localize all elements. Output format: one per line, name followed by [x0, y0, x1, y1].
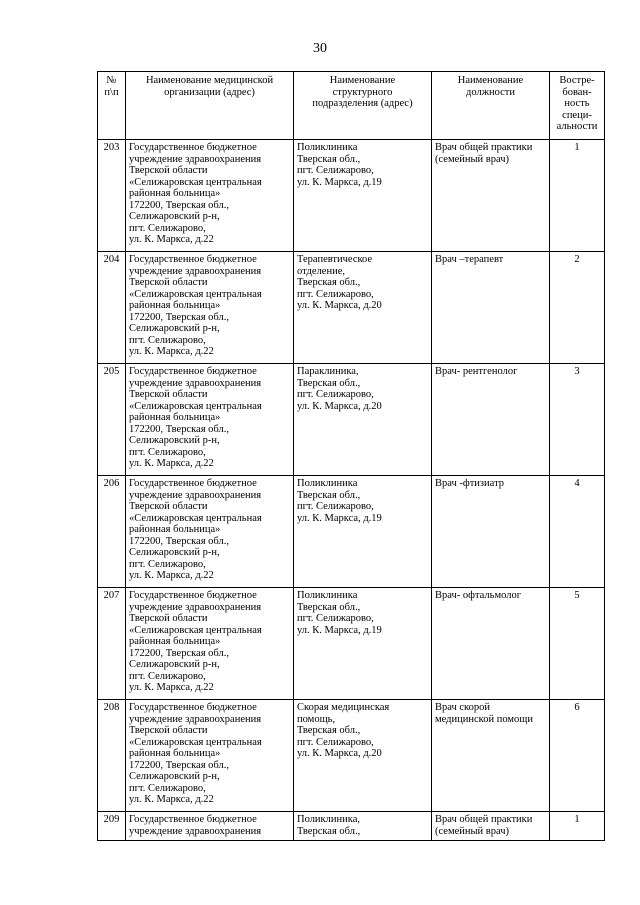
cell-org	[126, 140, 294, 252]
cell-line: ул. К. Маркса, д.22	[129, 794, 214, 805]
cell-line: учреждение здравоохранения	[129, 601, 262, 613]
cell-line: Терапевтическое	[297, 254, 373, 265]
cell-dept	[294, 140, 432, 252]
column-header-line: альности	[556, 121, 598, 132]
column-header-line: подразделения (адрес)	[312, 98, 413, 109]
cell-dept	[294, 476, 432, 588]
cell-line: Врач -фтизиатр	[435, 478, 505, 489]
cell-line: пгт. Селижарово,	[129, 558, 206, 570]
cell-line: Врач скорой	[435, 702, 490, 713]
cell-line: Тверская обл.,	[297, 825, 361, 837]
cell-line: Врач- рентгенолог	[435, 366, 518, 377]
cell-line: пгт. Селижарово,	[129, 670, 206, 682]
cell-line: Поликлиника	[297, 478, 358, 489]
cell-line: Селижаровский р-н,	[129, 211, 220, 222]
cell-line: Селижаровский р-н,	[129, 547, 220, 558]
column-header-line: структурного	[332, 86, 393, 98]
header-row	[98, 72, 605, 140]
cell-org	[126, 252, 294, 364]
cell-org	[126, 364, 294, 476]
cell-line: Тверская обл.,	[297, 277, 361, 288]
cell-num: 209	[98, 812, 126, 841]
cell-line: 172200, Тверская обл.,	[129, 199, 229, 211]
table-row	[98, 140, 605, 252]
cell-line: Тверская обл.,	[297, 601, 361, 613]
column-header-pos	[432, 72, 550, 140]
cell-line: Врач общей практики	[435, 814, 533, 825]
cell-line: пгт. Селижарово,	[297, 389, 374, 400]
cell-line: ул. К. Маркса, д.22	[129, 682, 214, 693]
cell-org	[126, 700, 294, 812]
cell-num: 203	[98, 140, 126, 252]
cell-line: Селижаровский р-н,	[129, 771, 220, 782]
column-header-line: специ-	[562, 109, 592, 121]
cell-line: «Селижаровская центральная	[129, 400, 262, 412]
cell-line: пгт. Селижарово,	[129, 446, 206, 458]
cell-line: ул. К. Маркса, д.20	[297, 400, 382, 412]
cell-line: Скорая медицинская	[297, 702, 390, 713]
page-number: 30	[313, 41, 327, 56]
cell-line: ул. К. Маркса, д.22	[129, 458, 214, 469]
column-header-line: Наименование	[329, 75, 396, 86]
cell-cnt: 5	[550, 588, 605, 700]
cell-line: районная больница»	[129, 300, 221, 311]
cell-line: 172200, Тверская обл.,	[129, 647, 229, 659]
cell-pos	[432, 588, 550, 700]
cell-pos	[432, 700, 550, 812]
column-header-line: п\п	[104, 86, 119, 98]
cell-org	[126, 812, 294, 841]
cell-pos	[432, 812, 550, 841]
cell-line: пгт. Селижарово,	[297, 165, 374, 176]
cell-cnt: 1	[550, 140, 605, 252]
column-header-line: Наименование медицинской	[145, 75, 274, 86]
cell-line: районная больница»	[129, 188, 221, 199]
table-row	[98, 588, 605, 700]
cell-line: пгт. Селижарово,	[297, 613, 374, 624]
cell-line: (семейный врач)	[435, 153, 510, 165]
cell-line: Врач- офтальмолог	[435, 590, 521, 601]
column-header-line: должности	[466, 86, 515, 98]
column-header-line: Востре-	[559, 75, 595, 86]
cell-line: Поликлиника	[297, 142, 358, 153]
cell-line: 172200, Тверская обл.,	[129, 311, 229, 323]
cell-line: пгт. Селижарово,	[297, 288, 374, 300]
cell-line: Государственное бюджетное	[129, 366, 257, 377]
cell-line: пгт. Селижарово,	[129, 222, 206, 234]
cell-line: учреждение здравоохранения	[129, 489, 262, 501]
cell-line: «Селижаровская центральная	[129, 512, 262, 524]
cell-line: Тверская обл.,	[297, 377, 361, 389]
cell-line: «Селижаровская центральная	[129, 288, 262, 300]
cell-line: Государственное бюджетное	[129, 814, 257, 825]
column-header-line: Наименование	[457, 75, 524, 86]
cell-line: (семейный врач)	[435, 825, 510, 837]
staffing-table	[97, 71, 605, 841]
cell-line: Государственное бюджетное	[129, 142, 257, 153]
cell-line: Тверская обл.,	[297, 725, 361, 736]
cell-line: учреждение здравоохранения	[129, 265, 262, 277]
cell-org	[126, 588, 294, 700]
cell-pos	[432, 364, 550, 476]
cell-line: Селижаровский р-н,	[129, 323, 220, 334]
table-row	[98, 476, 605, 588]
cell-line: пгт. Селижарово,	[129, 334, 206, 346]
cell-line: ул. К. Маркса, д.19	[297, 176, 382, 188]
cell-line: 172200, Тверская обл.,	[129, 535, 229, 547]
cell-line: Тверской области	[129, 389, 208, 400]
cell-dept	[294, 812, 432, 841]
column-header-line: бован-	[562, 86, 592, 98]
cell-line: ул. К. Маркса, д.22	[129, 346, 214, 357]
cell-cnt: 4	[550, 476, 605, 588]
cell-cnt: 3	[550, 364, 605, 476]
cell-num: 208	[98, 700, 126, 812]
cell-line: «Селижаровская центральная	[129, 624, 262, 636]
cell-line: Тверская обл.,	[297, 489, 361, 501]
cell-num: 205	[98, 364, 126, 476]
cell-line: Тверской области	[129, 725, 208, 736]
cell-line: районная больница»	[129, 636, 221, 647]
table-body	[98, 140, 605, 841]
column-header-line: ность	[564, 98, 590, 109]
cell-num: 206	[98, 476, 126, 588]
cell-dept	[294, 364, 432, 476]
cell-line: отделение,	[297, 265, 345, 277]
cell-line: Тверской области	[129, 165, 208, 176]
cell-line: ул. К. Маркса, д.19	[297, 624, 382, 636]
cell-line: ул. К. Маркса, д.20	[297, 748, 382, 759]
table-row	[98, 252, 605, 364]
cell-org	[126, 476, 294, 588]
cell-line: Тверской области	[129, 613, 208, 624]
cell-line: 172200, Тверская обл.,	[129, 423, 229, 435]
cell-line: районная больница»	[129, 524, 221, 535]
cell-line: Тверская обл.,	[297, 153, 361, 165]
cell-line: ул. К. Маркса, д.20	[297, 300, 382, 311]
cell-line: помощь,	[297, 713, 336, 725]
cell-line: Поликлиника,	[297, 814, 360, 825]
cell-line: Параклиника,	[297, 366, 359, 377]
cell-pos	[432, 140, 550, 252]
cell-line: медицинской помощи	[435, 713, 533, 725]
cell-cnt: 2	[550, 252, 605, 364]
cell-line: Тверской области	[129, 277, 208, 288]
cell-line: пгт. Селижарово,	[297, 501, 374, 512]
cell-line: Поликлиника	[297, 590, 358, 601]
cell-line: Государственное бюджетное	[129, 590, 257, 601]
cell-cnt: 6	[550, 700, 605, 812]
cell-line: «Селижаровская центральная	[129, 736, 262, 748]
cell-line: Врач –терапевт	[435, 254, 504, 265]
cell-line: Тверской области	[129, 501, 208, 512]
cell-line: «Селижаровская центральная	[129, 176, 262, 188]
table-row	[98, 364, 605, 476]
column-header-cnt	[550, 72, 605, 140]
cell-line: ул. К. Маркса, д.19	[297, 512, 382, 524]
column-header-dept	[294, 72, 432, 140]
cell-line: учреждение здравоохранения	[129, 825, 262, 837]
cell-line: пгт. Селижарово,	[129, 782, 206, 794]
table-row	[98, 812, 605, 841]
cell-line: учреждение здравоохранения	[129, 377, 262, 389]
column-header-org	[126, 72, 294, 140]
cell-pos	[432, 252, 550, 364]
cell-line: Врач общей практики	[435, 142, 533, 153]
cell-line: учреждение здравоохранения	[129, 713, 262, 725]
cell-line: учреждение здравоохранения	[129, 153, 262, 165]
cell-line: районная больница»	[129, 412, 221, 423]
cell-cnt: 1	[550, 812, 605, 841]
table-row	[98, 700, 605, 812]
column-header-line: организации (адрес)	[164, 86, 255, 98]
cell-line: Государственное бюджетное	[129, 478, 257, 489]
column-header-line: №	[106, 75, 117, 86]
cell-line: районная больница»	[129, 748, 221, 759]
cell-dept	[294, 700, 432, 812]
cell-dept	[294, 252, 432, 364]
cell-line: ул. К. Маркса, д.22	[129, 570, 214, 581]
cell-line: 172200, Тверская обл.,	[129, 759, 229, 771]
cell-num: 204	[98, 252, 126, 364]
cell-line: Селижаровский р-н,	[129, 435, 220, 446]
table-header	[98, 72, 605, 140]
cell-dept	[294, 588, 432, 700]
cell-line: Государственное бюджетное	[129, 702, 257, 713]
cell-pos	[432, 476, 550, 588]
cell-line: ул. К. Маркса, д.22	[129, 234, 214, 245]
cell-line: пгт. Селижарово,	[297, 736, 374, 748]
column-header-num	[98, 72, 126, 140]
cell-line: Селижаровский р-н,	[129, 659, 220, 670]
cell-line: Государственное бюджетное	[129, 254, 257, 265]
cell-num: 207	[98, 588, 126, 700]
